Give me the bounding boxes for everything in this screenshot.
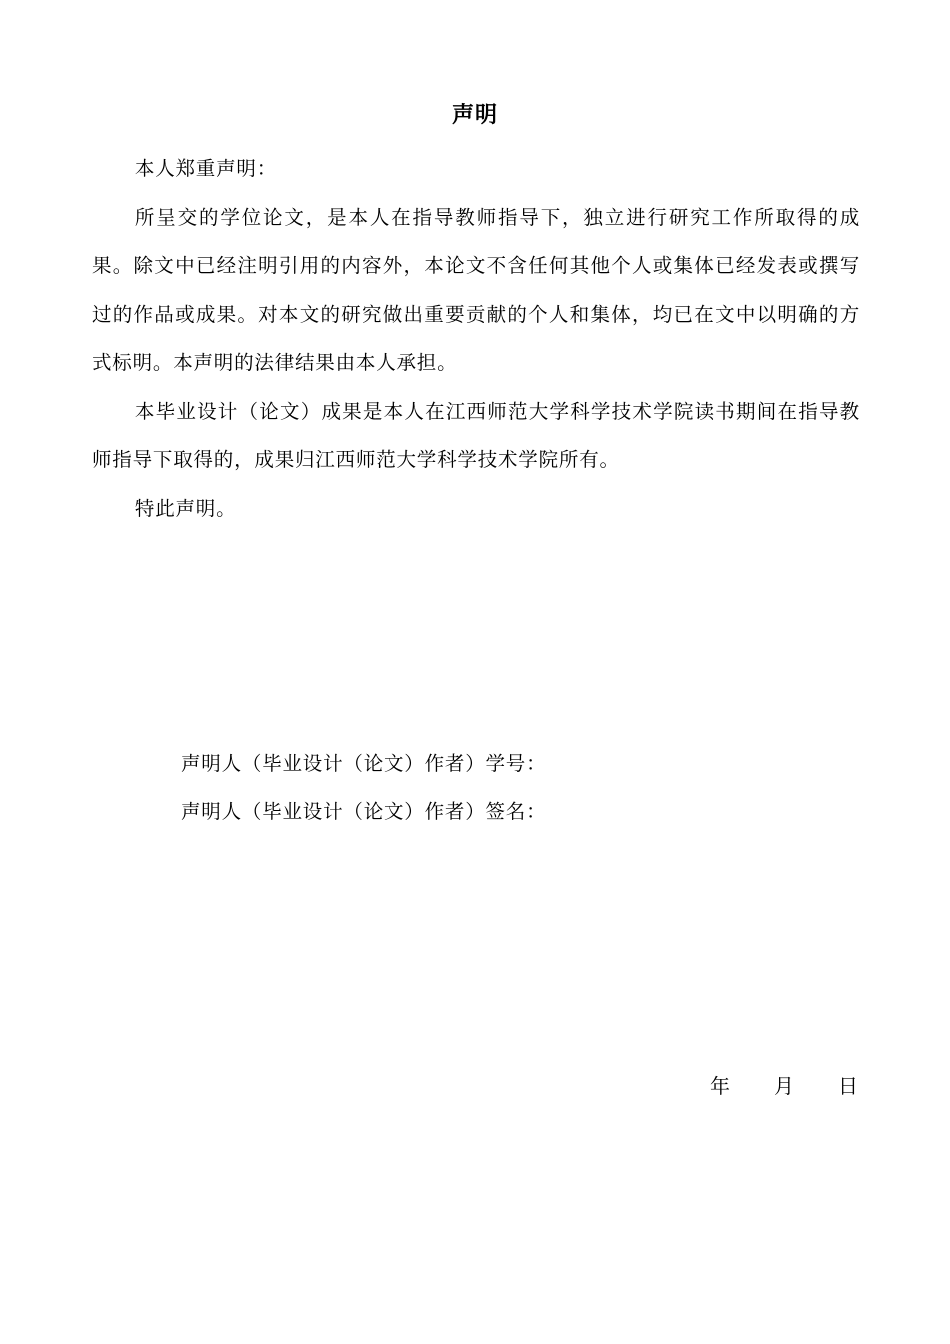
declaration-body bbox=[92, 145, 860, 533]
intro-paragraph: 本人郑重声明： bbox=[134, 157, 277, 180]
page-title: 声明 bbox=[451, 103, 498, 128]
date-month-label: 月 bbox=[774, 1074, 794, 1098]
ownership-paragraph: 本毕业设计（论文）成果是本人在江西师范大学科学技术学院读书期间在指导教师指导下取得的，成果归江西师范大学科学技术学院所有。 bbox=[92, 399, 860, 471]
student-id-label: 声明人（毕业设计（论文）作者）学号： bbox=[181, 752, 547, 775]
date-day-label: 日 bbox=[838, 1074, 858, 1098]
date-year-label: 年 bbox=[710, 1074, 730, 1098]
signature-block bbox=[181, 740, 546, 836]
closing-paragraph: 特此声明。 bbox=[134, 496, 237, 520]
originality-paragraph: 所呈交的学位论文，是本人在指导教师指导下，独立进行研究工作所取得的成果。除文中已经注明引用的内容外，本论文不含任何其他个人或集体已经发表或撰写过的作品或成果。对本文的研究做出重要贡献的个人和集体，均已在文中以明确的方式标明。本声明的法律结果由本人承担。 bbox=[92, 205, 860, 374]
date-line bbox=[710, 1070, 858, 1102]
signature-label: 声明人（毕业设计（论文）作者）签名： bbox=[181, 800, 547, 823]
